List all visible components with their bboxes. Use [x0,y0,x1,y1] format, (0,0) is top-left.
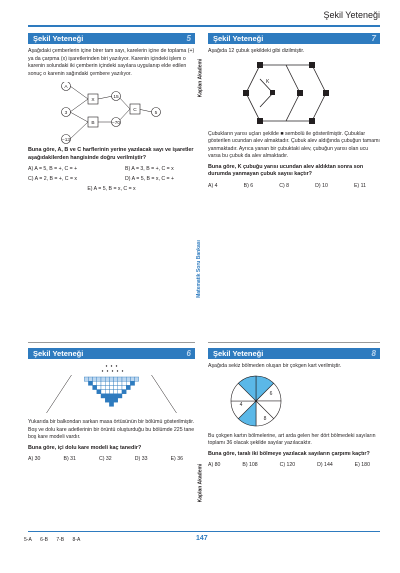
answer-key [24,537,87,543]
option-7c[interactable]: C) 8 [279,182,290,189]
question-7-text-2: Çubukların yarısı uçları şekilde ■ sembolü ile gösterilmiştir. Çubuklar gösterilen ucundan alev almaktadır. Çubuk alev aldığında çubuğun tamamı yanmaktadır. Ayrıca yanan bir çubuktaki alev, çubuğun yarısı olan ucu varsa bu çubuk da alev almaktadır. [208,130,380,160]
question-6-prompt: Buna göre, içi dolu kare modeli kaç tanedir? [28,444,142,451]
question-5-number: 5 [186,34,191,43]
tablecloth-square [97,381,101,385]
option-5b[interactable]: B) A = 3, B = +, C = x [125,166,174,173]
tablecloth-square [93,381,97,385]
tablecloth-dot [111,365,112,366]
question-8-text-2: Bu çokgen kartın bölmelerine, art arda gelen her dört bölmedeki sayıların toplamı 36 olacak şekilde sayılar yazılacaktır. [208,432,376,447]
question-8-text-1: Aşağıda sekiz bölmeden oluşan bir çokgen kart verilmiştir. [208,363,342,369]
tablecloth-square [88,381,92,385]
question-7-text-1: Aşağıda 12 çubuk şekildeki gibi dizilmiştir. [208,48,305,54]
tablecloth-dot [106,365,107,366]
diagram-circle-3: 3 [64,110,68,116]
diagram-circle-neg13: −13 [61,137,71,143]
diagram-square-b: B [91,120,95,126]
tablecloth-square [88,377,92,381]
tablecloth-square [130,377,134,381]
tablecloth-dot [117,370,118,371]
tablecloth-edge [47,375,72,413]
tablecloth-square [122,390,126,394]
tablecloth-square [135,377,139,381]
question-7-sticks-diagram [208,59,380,127]
tablecloth-square [126,377,130,381]
page-number: 147 [196,535,208,542]
pie-label-8: 8 [263,415,267,422]
tablecloth-square [118,394,122,398]
question-8-prompt: Buna göre, taralı iki bölmeye yazılacak sayıların çarpımı kaçtır? [208,450,370,457]
tablecloth-square [114,390,118,394]
tablecloth-square [109,381,113,385]
tablecloth-square [84,377,88,381]
answer-key-item: 6-B [40,537,48,543]
tablecloth-square [114,381,118,385]
question-7-options [208,183,366,189]
tablecloth-square [101,377,105,381]
question-5-header [28,33,195,44]
question-5-text: Aşağıdaki çemberlerin içine birer tam sayı, karelerin içine de toplama (+) ya da çarpma (x) işaretlerinden biri yazılıyor. Karenin içindeki işlem o karenin solundaki iki çemberin içindeki sayılara uygulanıp elde edilen sonuç o karenin sağındaki çembere yazılıyor. [28,48,195,77]
question-7-header [208,33,380,44]
diagram-circle-15: 15 [113,94,119,100]
question-8-polygon-card [208,373,380,429]
option-7a[interactable]: A) 4 [208,182,218,189]
diagram-square-c: C [133,107,137,113]
header-rule [28,25,380,27]
diagram-square-x: X [91,97,95,103]
tablecloth-square [101,390,105,394]
question-5-title: Şekil Yeteneği [33,34,84,43]
tablecloth-square [97,390,101,394]
tablecloth-square [105,385,109,389]
question-6-tablecloth-diagram [28,363,195,415]
tablecloth-square [118,385,122,389]
tablecloth-square [109,377,113,381]
tablecloth-square [122,377,126,381]
question-8-options [208,462,370,468]
option-7b[interactable]: B) 6 [243,182,254,189]
tablecloth-square [93,377,97,381]
tablecloth-square [105,394,109,398]
question-7-prompt: Buna göre, K çubuğu yarısı ucundan alev aldıktan sonra son durumda yanmayan çubuk sayısı kaçtır? [208,163,364,178]
question-7 [208,33,380,189]
tablecloth-dot [116,365,117,366]
tablecloth-square [101,385,105,389]
tablecloth-square [109,394,113,398]
question-8 [208,348,380,468]
question-8-title: Şekil Yeteneği [213,349,264,358]
option-5c[interactable]: C) A = 2, B = +, C = x [28,176,78,183]
page-header-title: Şekil Yeteneği [323,10,380,20]
question-5-diagram [28,82,195,144]
option-5e[interactable]: E) A = 5, B = x, C = x [87,186,136,193]
tablecloth-square [101,381,105,385]
tablecloth-square [105,377,109,381]
footer-rule [28,531,380,532]
tablecloth-square [101,394,105,398]
option-6d[interactable]: D) 33 [134,456,148,463]
question-6-number: 6 [186,349,191,358]
tablecloth-square [93,385,97,389]
question-5 [28,33,195,192]
option-7d[interactable]: D) 10 [315,182,328,189]
tablecloth-square [114,377,118,381]
tablecloth-dot [112,370,113,371]
tablecloth-square [114,385,118,389]
option-7e[interactable]: E) 11 [353,182,366,189]
tablecloth-square [109,390,113,394]
question-5-options [28,166,195,192]
stick-label-k: K [266,78,270,85]
question-6-header [28,348,195,359]
question-6 [28,348,195,462]
diagram-circle-neg70: −70 [111,120,121,126]
tablecloth-dot [107,370,108,371]
tablecloth-square [109,398,113,402]
diagram-circle-5: 5 [154,110,158,116]
tablecloth-square [122,385,126,389]
option-8d[interactable]: D) 144 [317,462,333,469]
tablecloth-square [118,381,122,385]
question-6-options [28,456,183,462]
question-6-title: Şekil Yeteneği [33,349,84,358]
answer-key-item: 7-B [56,537,65,543]
divider-right [208,342,380,343]
answer-key-item: 8-A [72,537,81,543]
option-6e[interactable]: E) 36 [170,456,183,463]
tablecloth-square [105,390,109,394]
option-8b[interactable]: B) 108 [242,462,258,469]
answer-key-item: 5-A [24,537,32,543]
option-8e[interactable]: E) 180 [354,462,370,469]
tablecloth-square [126,381,130,385]
tablecloth-square [97,377,101,381]
option-5a[interactable]: A) A = 5, B = +, C = + [28,166,78,173]
tablecloth-square [105,398,109,402]
side-book-label: Matematik Soru Bankası [195,240,202,298]
tablecloth-square [118,390,122,394]
tablecloth-square [97,385,101,389]
question-7-number: 7 [371,34,376,43]
divider-left [28,342,195,343]
tablecloth-square [114,394,118,398]
option-5d[interactable]: D) A = 5, B = x, C = + [125,176,175,183]
tablecloth-edge [152,375,177,413]
tablecloth-square [118,377,122,381]
pie-label-4: 4 [239,401,243,408]
tablecloth-square [114,398,118,402]
tablecloth-square [122,381,126,385]
tablecloth-square [105,381,109,385]
pie-label-6: 6 [269,390,273,397]
option-8c[interactable]: C) 120 [279,462,296,469]
option-6a[interactable]: A) 30 [28,456,41,463]
tablecloth-square [130,381,134,385]
question-8-header [208,348,380,359]
question-5-prompt: Buna göre, A, B ve C harflerinin yerine yazılacak sayı ve işaretler aşağıdakilerden hangisinde doğru verilmiştir? [28,147,194,161]
tablecloth-dot [122,370,123,371]
tablecloth-square [126,385,130,389]
diagram-circle-a: A [64,84,68,90]
side-publisher-label-bottom: Kaplan Akademi [197,463,204,503]
tablecloth-square [109,402,113,406]
option-8a[interactable]: A) 80 [208,462,221,469]
question-7-title: Şekil Yeteneği [213,34,264,43]
side-publisher-label: Kaplan Akademi [197,58,204,98]
question-8-number: 8 [371,349,376,358]
option-6c[interactable]: C) 32 [99,456,112,463]
tablecloth-square [109,385,113,389]
question-6-text: Yukarıda bir balkondan sarkan masa örtüsünün bir bölümü gösterilmiştir. Boş ve dolu kare adetlerinin bir örüntü oluşturduğu bu bölümde 225 tane boş kare modeli vardır. [28,419,195,441]
tablecloth-dot [102,370,103,371]
option-6b[interactable]: B) 31 [63,456,76,463]
